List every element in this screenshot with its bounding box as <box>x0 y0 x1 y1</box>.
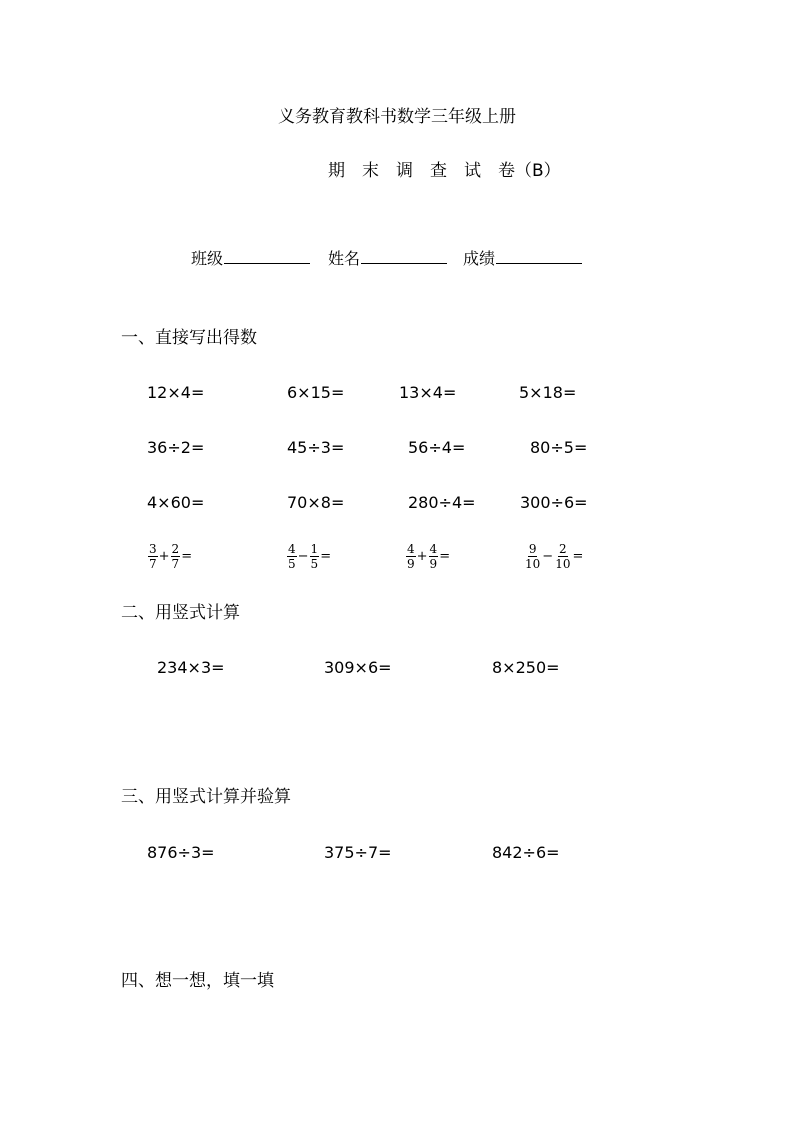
fraction: $\frac{4}{5}$ <box>288 542 296 571</box>
document-subtitle: 期 末 调 查 试 卷（B） <box>328 161 561 181</box>
fraction: $\frac{2}{7}$ <box>171 542 180 571</box>
fraction-problem: $\frac{4}{9}$ + $\frac{4}{9}$ = <box>407 542 451 571</box>
problem: 12×4= <box>147 383 205 402</box>
problem: 4×60= <box>147 493 205 512</box>
problem: 13×4= <box>399 383 457 402</box>
class-field[interactable] <box>191 247 310 267</box>
problem: 8×250= <box>492 658 560 677</box>
name-blank[interactable] <box>361 247 447 264</box>
document-title: 义务教育教科书数学三年级上册 <box>278 107 516 127</box>
class-label: 班级 <box>191 249 224 268</box>
fraction: $\frac{2}{10}$ <box>555 542 571 571</box>
fraction-problem: $\frac{4}{5}$ − $\frac{1}{5}$ = <box>288 542 332 571</box>
problem: 5×18= <box>519 383 577 402</box>
problem: 280÷4= <box>408 493 476 512</box>
score-blank[interactable] <box>496 247 582 264</box>
fraction-problem: $\frac{9}{10}$ − $\frac{2}{10}$ = <box>525 542 584 571</box>
fraction: $\frac{1}{5}$ <box>310 542 319 571</box>
problem: 234×3= <box>157 658 225 677</box>
problem: 842÷6= <box>492 843 560 862</box>
section-heading-3: 三、用竖式计算并验算 <box>121 787 291 807</box>
problem: 6×15= <box>287 383 345 402</box>
problem: 309×6= <box>324 658 392 677</box>
section-heading-2: 二、用竖式计算 <box>121 603 240 623</box>
fraction: $\frac{3}{7}$ <box>149 542 157 571</box>
section-heading-4: 四、想一想，填一填 <box>121 971 274 991</box>
section-heading-1: 一、直接写出得数 <box>121 328 257 348</box>
problem: 300÷6= <box>520 493 588 512</box>
name-label: 姓名 <box>328 249 361 268</box>
problem: 45÷3= <box>287 438 345 457</box>
name-field[interactable] <box>328 247 447 267</box>
fraction: $\frac{4}{9}$ <box>429 542 438 571</box>
score-label: 成绩 <box>463 249 496 268</box>
problem: 56÷4= <box>408 438 466 457</box>
problem: 36÷2= <box>147 438 205 457</box>
problem: 70×8= <box>287 493 345 512</box>
problem: 80÷5= <box>530 438 588 457</box>
fraction-problem: $\frac{3}{7}$ + $\frac{2}{7}$ = <box>149 542 193 571</box>
problem: 876÷3= <box>147 843 215 862</box>
score-field[interactable] <box>463 247 582 267</box>
fraction: $\frac{4}{9}$ <box>407 542 415 571</box>
class-blank[interactable] <box>224 247 310 264</box>
fraction: $\frac{9}{10}$ <box>525 542 541 571</box>
problem: 375÷7= <box>324 843 392 862</box>
